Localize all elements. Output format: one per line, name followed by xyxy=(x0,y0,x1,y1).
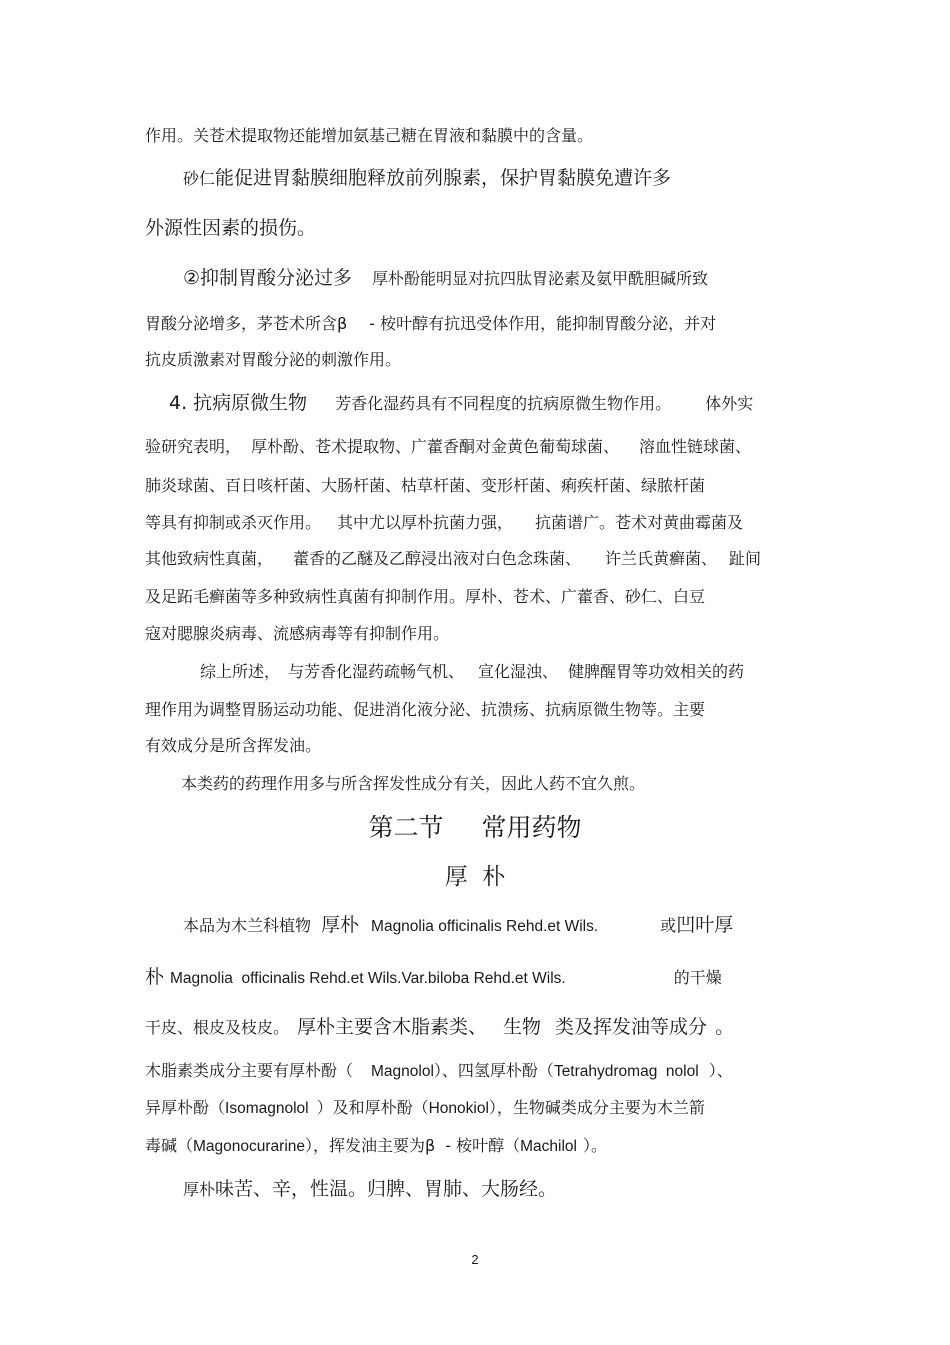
text-line xyxy=(145,1134,825,1159)
text: 作用。关苍术提取物还能增加氨基己糖在胃液和黏膜中的含量。 xyxy=(145,126,594,145)
text: ）。 xyxy=(582,1136,607,1155)
text-line xyxy=(145,1059,825,1084)
text-line xyxy=(145,435,825,459)
text: 溶血性链球菌、 xyxy=(639,437,752,456)
text: 的干燥 xyxy=(673,968,722,987)
text: 4. 抗病原微生物 xyxy=(169,392,308,414)
text: ）、 xyxy=(708,1061,733,1080)
latin-name: Machilol xyxy=(520,1138,577,1155)
text: 肺炎球菌、百日咳杆菌、大肠杆菌、枯草杆菌、变形杆菌、痢疾杆菌、绿脓杆菌 xyxy=(145,476,706,495)
text: 寇对腮腺炎病毒、流感病毒等有抑制作用。 xyxy=(145,624,450,643)
text: 与芳香化湿药疏畅气机、 xyxy=(288,662,465,681)
text: 其中尤以厚朴抗菌力强， xyxy=(337,513,514,532)
text: 厚朴酚、苍术提取物、广藿香酮对金黄色葡萄球菌、 xyxy=(251,437,620,456)
text: 木脂素类成分主要有厚朴酚（ xyxy=(145,1061,354,1080)
latin-name: Isomagnolol xyxy=(225,1100,309,1117)
text: ②抑制胃酸分泌过多 xyxy=(183,267,353,289)
text: 芳香化湿药具有不同程度的抗病原微生物作用。 xyxy=(335,394,672,413)
text: 厚 朴 xyxy=(444,864,506,890)
text-line xyxy=(145,348,825,372)
text-line xyxy=(145,474,825,498)
text: ）及和厚朴酚（ xyxy=(316,1098,429,1117)
latin-name: Magnolia officinalis Rehd.et Wils. xyxy=(371,918,599,935)
text: 。 xyxy=(715,1016,735,1038)
text: 抗皮质激素对胃酸分泌的刺激作用。 xyxy=(145,350,402,369)
text: - 桉叶醇有抗迅受体作用，能抑制胃酸分泌，并对 xyxy=(369,314,717,333)
text: 藿香的乙醚及乙醇浸出液对白色念珠菌、 xyxy=(293,549,582,568)
text: 体外实 xyxy=(705,394,754,413)
text: 厚朴酚能明显对抗四肽胃泌素及氨甲酰胆碱所致 xyxy=(372,269,709,288)
text: 常用药物 xyxy=(481,813,582,842)
text: 宣化湿浊、 xyxy=(478,662,559,681)
text: 及足跖毛癣菌等多种致病性真菌有抑制作用。厚朴、苍术、广藿香、砂仁、白豆 xyxy=(145,587,706,606)
text: 生物 xyxy=(503,1016,542,1038)
text: 厚朴 xyxy=(183,1180,216,1199)
text: ）、四氢厚朴酚（ xyxy=(433,1061,554,1080)
text: 类及挥发油等成分 xyxy=(555,1016,708,1038)
text-line xyxy=(169,391,849,416)
text: 异厚朴酚（ xyxy=(145,1098,226,1117)
text-line xyxy=(145,511,825,535)
text: 第二节 xyxy=(368,813,444,842)
latin-name: Magonocurarine xyxy=(193,1138,306,1155)
text-line xyxy=(145,312,825,336)
text-line xyxy=(145,124,825,148)
page-number: 2 xyxy=(471,1252,479,1267)
text: 等具有抑制或杀灭作用。 xyxy=(145,513,322,532)
text-line xyxy=(145,216,825,240)
text: 许兰氏黄癣菌、 xyxy=(605,549,718,568)
text-line xyxy=(145,622,825,646)
subsection-heading xyxy=(0,862,950,892)
text: 其他致病性真菌， xyxy=(145,549,274,568)
text: 理作用为调整胃肠运动功能、促进消化液分泌、抗溃疡、抗病原微生物等。主要 xyxy=(145,700,706,719)
text: 胃酸分泌增多，茅苍术所含β xyxy=(145,314,348,333)
text: 抗菌谱广。苍术对黄曲霉菌及 xyxy=(535,513,744,532)
text-line xyxy=(183,913,863,939)
latin-name: Tetrahydromag nolol xyxy=(553,1063,699,1080)
text-line xyxy=(145,734,825,758)
text: 外源性因素的损伤。 xyxy=(145,217,317,239)
text: 本品为木兰科植物 xyxy=(183,916,312,935)
text: 能促进胃黏膜细胞释放前列腺素，保护胃黏膜免遭许多 xyxy=(215,167,672,189)
text-line xyxy=(145,965,825,991)
text-line xyxy=(181,772,861,796)
text: 厚朴主要含木脂素类、 xyxy=(297,1016,488,1038)
text: 凹叶厚 xyxy=(676,914,734,936)
text-line xyxy=(200,660,880,684)
text-line xyxy=(145,585,825,609)
section-heading xyxy=(0,812,950,844)
text: 味苦、辛，性温。归脾、胃肺、大肠经。 xyxy=(215,1178,558,1200)
text: 朴 xyxy=(145,966,165,988)
text: 综上所述， xyxy=(200,662,281,681)
text: 砂仁 xyxy=(183,169,216,188)
text-line xyxy=(145,1015,825,1040)
text-line xyxy=(145,698,825,722)
text: 毒碱（ xyxy=(145,1136,194,1155)
text-line xyxy=(183,166,863,191)
text: ），生物碱类成分主要为木兰箭 xyxy=(488,1098,705,1117)
text-line xyxy=(183,266,863,291)
text: 本类药的药理作用多与所含挥发性成分有关，因此人药不宜久煎。 xyxy=(181,774,646,793)
latin-name: Honokiol xyxy=(428,1100,489,1117)
text: 厚朴 xyxy=(321,914,360,936)
text: 干皮、根皮及枝皮。 xyxy=(145,1018,290,1037)
text: - 桉叶醇（ xyxy=(445,1136,521,1155)
text-line xyxy=(145,547,825,571)
latin-name: Magnolia officinalis Rehd.et Wils.Var.biloba Rehd.et Wils. xyxy=(170,970,566,987)
text-line xyxy=(145,1096,825,1121)
text: 或 xyxy=(660,916,677,935)
text-line xyxy=(183,1177,863,1202)
text: 趾间 xyxy=(729,549,762,568)
text: 验研究表明， xyxy=(145,437,242,456)
text: ），挥发油主要为β xyxy=(305,1136,436,1155)
latin-name: Magnolol xyxy=(371,1063,434,1080)
text: 健脾醒胃等功效相关的药 xyxy=(568,662,745,681)
text: 有效成分是所含挥发油。 xyxy=(145,736,322,755)
